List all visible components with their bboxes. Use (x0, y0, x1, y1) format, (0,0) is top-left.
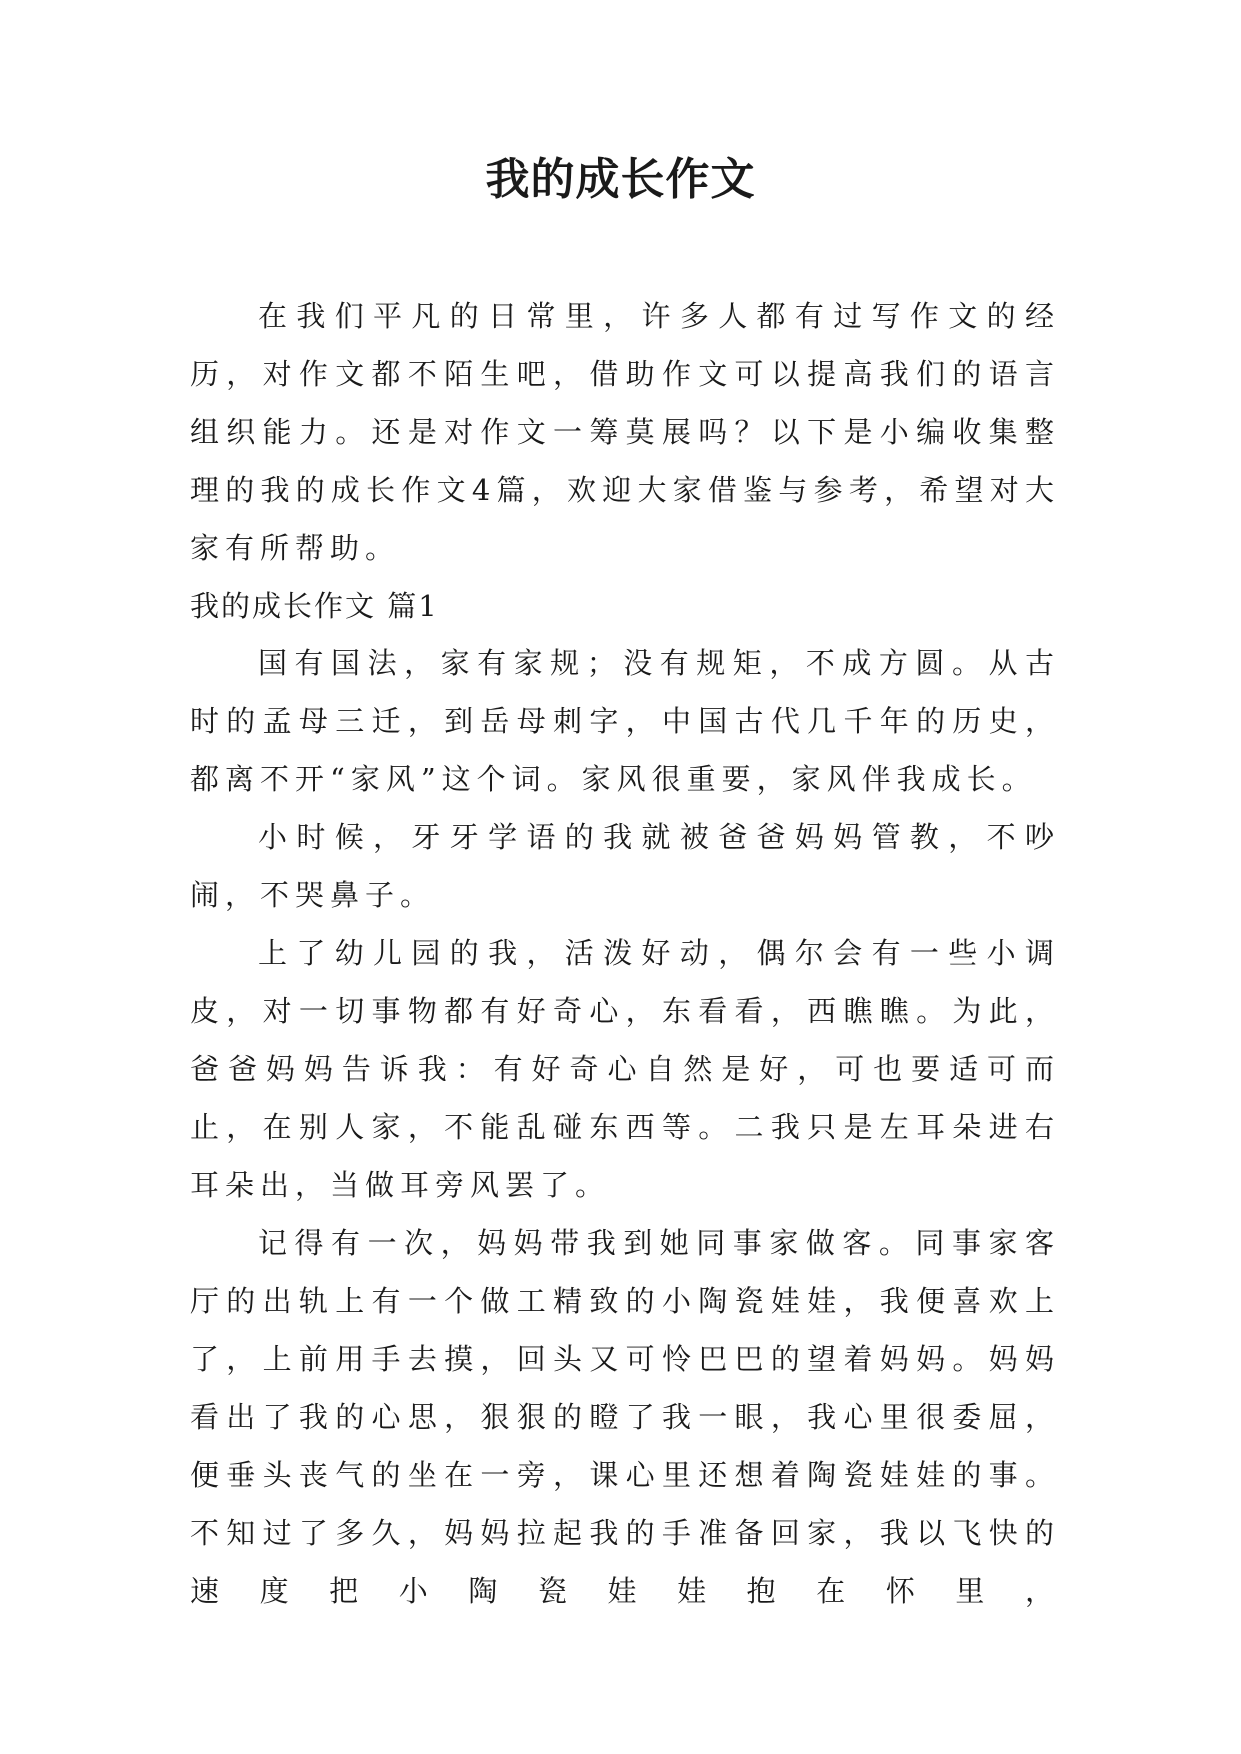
essay-paragraph-4: 记得有一次，妈妈带我到她同事家做客。同事家客厅的出轨上有一个做工精致的小陶瓷娃娃，我便喜欢上了，上前用手去摸，回头又可怜巴巴的望着妈妈。妈妈看出了我的心思，狠狠的瞪了我一眼，我心里很委屈，便垂头丧气的坐在一旁，课心里还想着陶瓷娃娃的事。不知过了多久，妈妈拉起我的手准备回家，我以飞快的速度把小陶瓷娃娃抱在怀里， (190, 1226, 1060, 1608)
intro-block (190, 287, 1060, 577)
essay-body (190, 634, 1060, 1620)
document-title: 我的成长作文 (485, 154, 756, 205)
section-heading: 我的成长作文 篇1 (190, 589, 439, 623)
essay-paragraph-3: 上了幼儿园的我，活泼好动，偶尔会有一些小调皮，对一切事物都有好奇心，东看看，西瞧瞧。为此，爸爸妈妈告诉我：有好奇心自然是好，可也要适可而止，在别人家，不能乱碰东西等。二我只是左耳朵进右耳朵出，当做耳旁风罢了。 (190, 936, 1060, 1202)
intro-paragraph: 在我们平凡的日常里，许多人都有过写作文的经历，对作文都不陌生吧，借助作文可以提高我们的语言组织能力。还是对作文一筹莫展吗？以下是小编收集整理的我的成长作文4篇，欢迎大家借鉴与参考，希望对大家有所帮助。 (190, 299, 1060, 565)
essay-paragraph-1: 国有国法，家有家规；没有规矩，不成方圆。从古时的孟母三迁，到岳母刺字，中国古代几千年的历史，都离不开“家风”这个词。家风很重要，家风伴我成长。 (190, 646, 1060, 796)
essay-paragraph-2: 小时候，牙牙学语的我就被爸爸妈妈管教，不吵闹，不哭鼻子。 (190, 820, 1060, 912)
